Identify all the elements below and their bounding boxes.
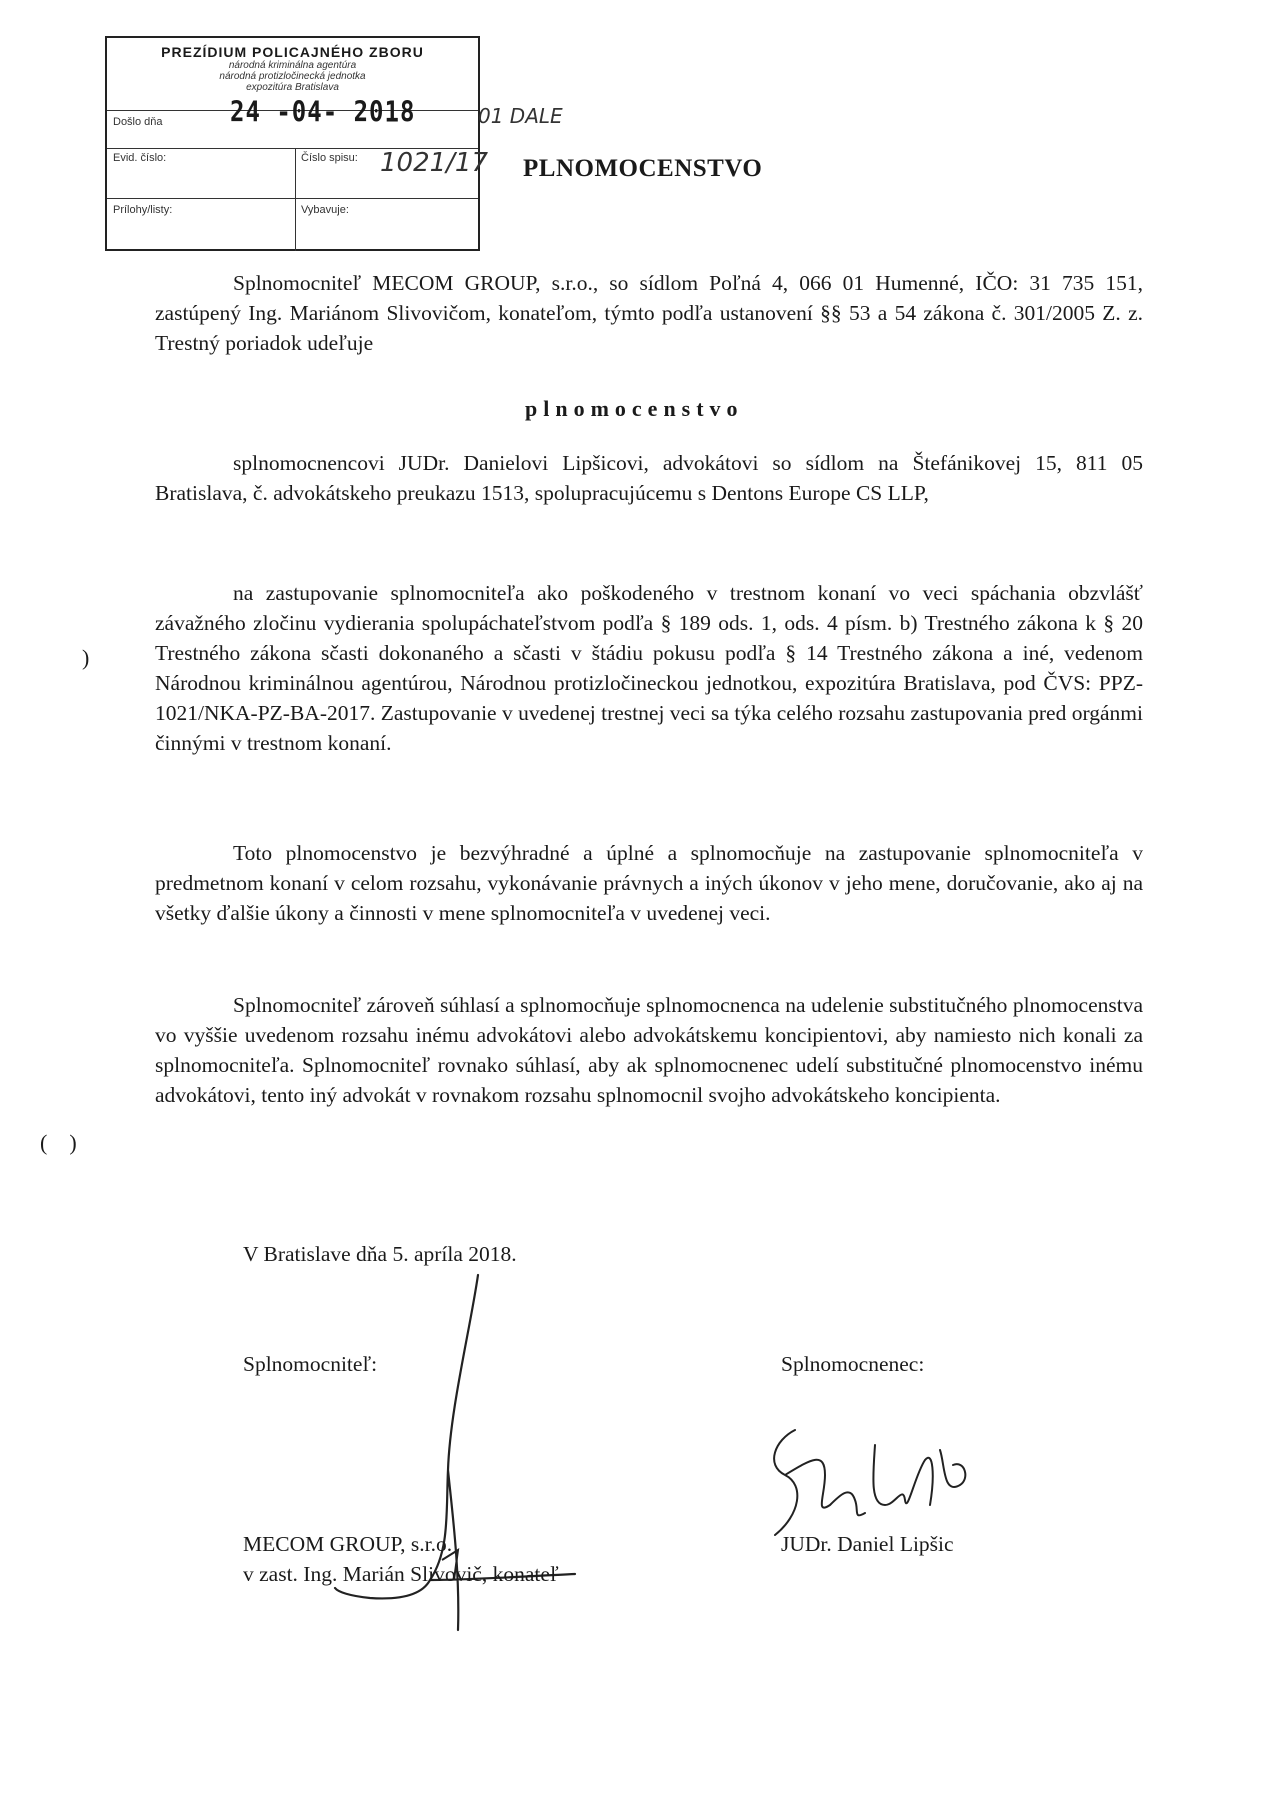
attorney-name: JUDr. Daniel Lipšic xyxy=(781,1532,954,1556)
stamp-attachments-label: Prílohy/listy: xyxy=(113,204,173,216)
grantor-label: Splnomocniteľ: xyxy=(243,1352,378,1376)
substitution-paragraph xyxy=(155,990,1143,1110)
scope-text: na zastupovanie splnomocniteľa ako poškodeného v trestnom konaní vo veci spáchania obzvlášť závažného zločinu vydierania spolupáchateľstvom podľa § 189 ods. 1, ods. 4 písm. b) Trestného zákona k § 20 Trestného zákona sčasti dokonaného a sčasti v štádiu pokusu podľa § 14 Trestného zákona a iné, vedenom Národnou kriminálnou agentúrou, Národnou protizločineckou jednotkou, expozitúra Bratislava, pod ČVS: PPZ-1021/NKA-PZ-BA-2017. Zastupovanie v uvedenej trestnej veci sa týka celého rozsahu zastupovania pred orgánmi činnými v trestnom konaní. xyxy=(155,581,1143,755)
stamp-handler-label: Vybavuje: xyxy=(301,204,349,216)
unconditional-text: Toto plnomocenstvo je bezvýhradné a úplné a splnomocňuje na zastupovanie splnomocniteľa v predmetnom konaní v celom rozsahu, vykonávanie právnych a iných úkonov v jeho mene, doručovanie, ako aj na všetky ďalšie úkony a činnosti v mene splnomocniteľa v uvedenej veci. xyxy=(155,841,1143,925)
margin-mark: ( ) xyxy=(40,1130,77,1155)
grantor-name: MECOM GROUP, s.r.o. xyxy=(243,1532,453,1556)
scope-paragraph xyxy=(155,578,1143,758)
stamp-unit-line: národná kriminálna agentúra xyxy=(228,60,357,71)
intro-text: Splnomocniteľ MECOM GROUP, s.r.o., so sídlom Poľná 4, 066 01 Humenné, IČO: 31 735 151, zastúpený Ing. Mariánom Slivovičom, konateľom, týmto podľa ustanovení §§ 53 a 54 zákona č. 301/2005 Z. z. Trestný poriadok udeľuje xyxy=(155,271,1143,355)
margin-mark: ) xyxy=(82,645,90,670)
stamp-divider xyxy=(107,198,478,199)
stamp-received-date: 24 -04- 2018 xyxy=(230,95,416,129)
stamp-authority: PREZÍDIUM POLICAJNÉHO ZBORU xyxy=(161,44,424,60)
stamp-file-label: Číslo spisu: xyxy=(301,152,358,164)
stamp-reg-label: Evid. číslo: xyxy=(113,152,167,164)
spaced-heading: plnomocenstvo xyxy=(525,396,744,421)
attorney-label: Splnomocnenec: xyxy=(781,1352,925,1376)
attorney-text: splnomocnencovi JUDr. Danielovi Lipšicovi, advokátovi so sídlom na Štefánikovej 15, 811 05 Bratislava, č. advokátskeho preukazu 1513, spolupracujúcemu s Dentons Europe CS LLP, xyxy=(155,451,1143,505)
stamp-unit-line: expozitúra Bratislava xyxy=(246,82,339,93)
stamp-received-label: Došlo dňa xyxy=(113,116,163,128)
unconditional-paragraph xyxy=(155,838,1143,928)
attorney-paragraph xyxy=(155,448,1143,508)
substitution-text: Splnomocniteľ zároveň súhlasí a splnomocňuje splnomocnenca na udelenie substitučného plnomocenstva vo vyššie uvedenom rozsahu inému advokátovi alebo advokátskemu koncipientovi, aby namiesto nich konali za splnomocniteľa. Splnomocniteľ rovnako súhlasí, aby ak splnomocnenec udelí substitučné plnomocenstvo inému advokátovi, tento iný advokát v rovnakom rozsahu splnomocnil svojho advokátskeho koncipienta. xyxy=(155,993,1143,1107)
stamp-unit-line: národná protizločinecká jednotka xyxy=(219,71,366,82)
document-title: PLNOMOCENSTVO xyxy=(523,155,763,182)
stamp-vertical-divider xyxy=(295,148,296,251)
grantor-representative: v zast. Ing. Marián Slivovič, konateľ xyxy=(243,1562,559,1586)
stamp-side-note: 01 DALE xyxy=(478,104,563,128)
intro-paragraph xyxy=(155,268,1143,358)
stamp-file-number: 1021/17 xyxy=(380,148,489,178)
place-and-date: V Bratislave dňa 5. apríla 2018. xyxy=(243,1242,517,1266)
registry-stamp xyxy=(105,36,480,251)
